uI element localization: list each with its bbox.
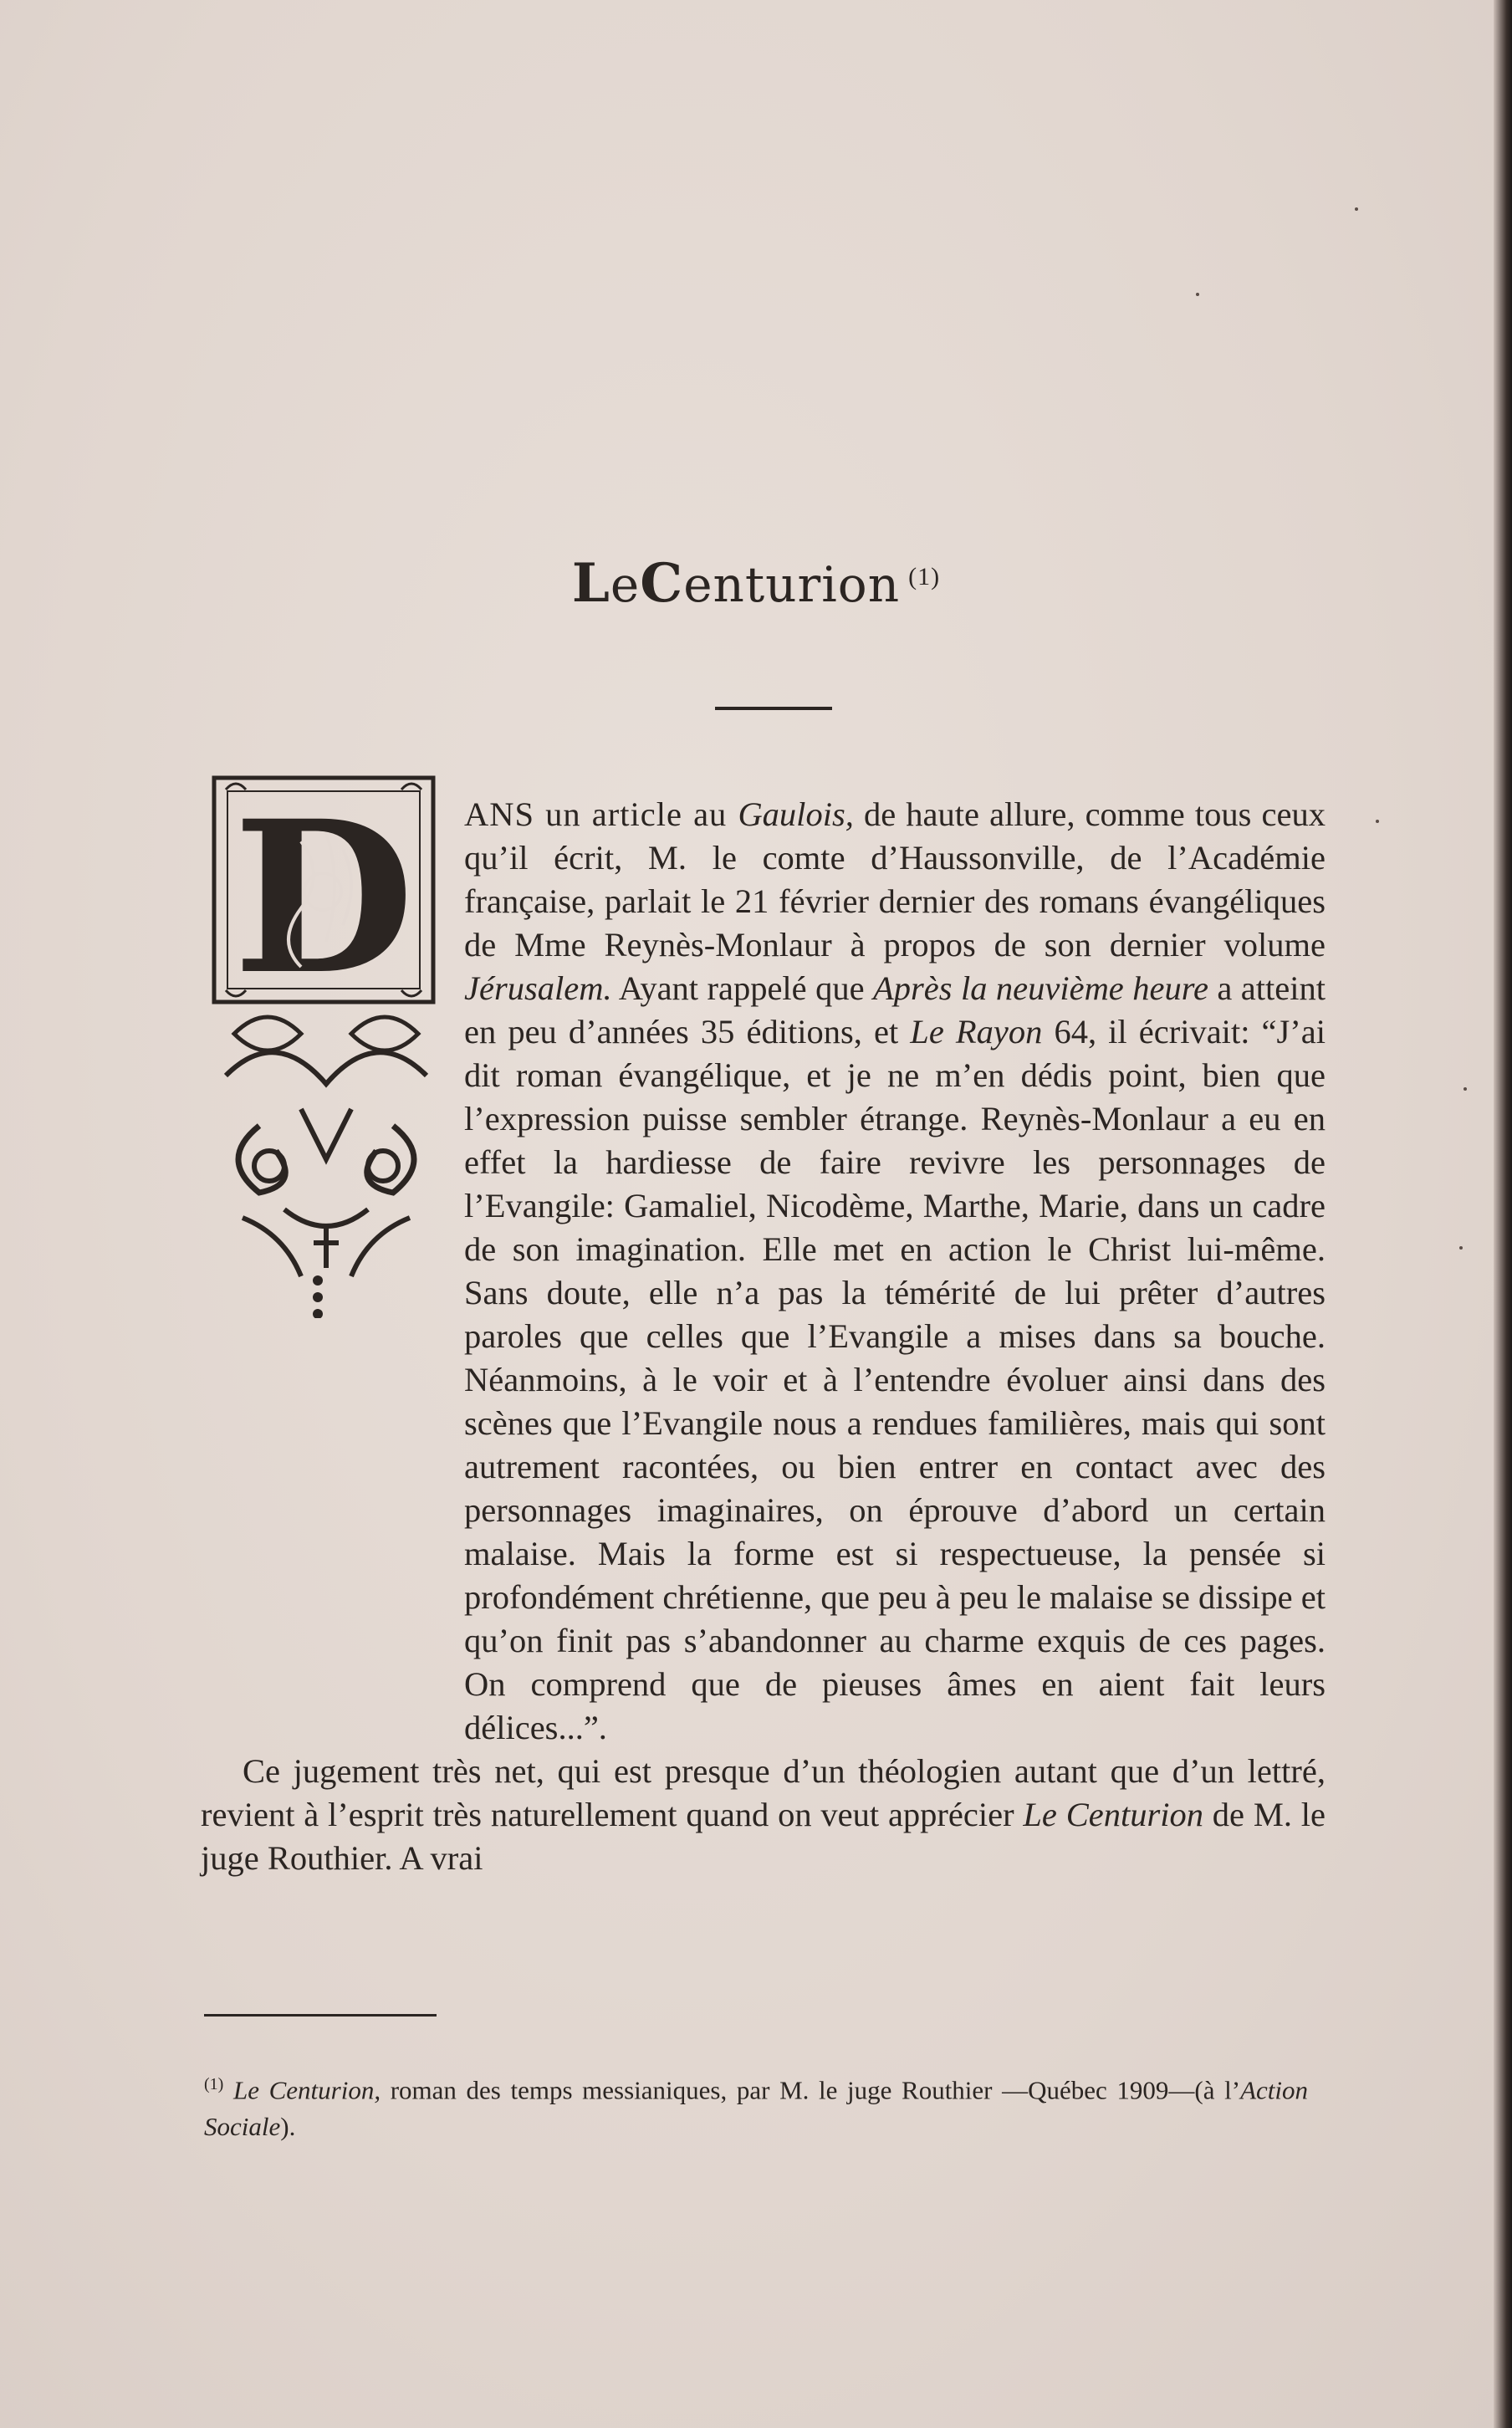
dropcap-letter: D <box>232 774 415 1020</box>
para1-lead: ANS un article au <box>464 795 738 833</box>
article-body <box>201 793 1326 1880</box>
paragraph-1 <box>201 793 1326 1750</box>
footnote-text-2: ). <box>280 2112 296 2142</box>
para1-text-3: a atteint en peu d’années 35 éditions, et <box>464 969 1326 1050</box>
paper-speck <box>1196 293 1199 296</box>
footnote-title: Le Centurion, <box>232 2075 381 2105</box>
paragraph-2 <box>201 1750 1326 1880</box>
footnote-mark: (1) <box>204 2075 224 2093</box>
para1-jerusalem: Jérusalem. <box>464 969 612 1007</box>
paper-speck <box>1355 207 1358 211</box>
para1-apres: Après la neuvième heure <box>873 969 1208 1007</box>
title-initial-c: C <box>640 552 684 615</box>
paper-speck <box>1463 1087 1467 1091</box>
para2-text-2: de M. le juge Routhier. A vrai <box>201 1796 1326 1877</box>
title-part-1: e <box>610 556 641 613</box>
para1-text-2: Ayant rappelé que <box>611 969 874 1007</box>
title-initial-l: L <box>571 552 610 615</box>
para2-centurion: Le Centurion <box>1023 1796 1203 1833</box>
footnote-publisher: Action Sociale <box>204 2075 1309 2142</box>
title-footnote-mark: (1) <box>908 562 941 590</box>
footnote-rule <box>204 2014 437 2017</box>
footnote-text-1: roman des temps messianiques, par M. le juge Routhier —Québec 1909—(à l’ <box>381 2075 1241 2105</box>
title-rule <box>715 707 832 710</box>
para1-gaulois: Gaulois, <box>738 795 854 833</box>
para1-text-4: 64, il écrivait: “J’ai dit roman évangélique, et je ne m’en dédis point, bien que l’expression puisse sembler étrange. Reynès-Monlaur a eu en effet la hardiesse de faire revivre les personnages de l’Evangile: Gamaliel, Nicodème, Marthe, Marie, dans un cadre de son imagination. Elle met en action le Christ lui-même. Sans doute, elle n’a pas la témérité de lui prêter d’autres paroles que celles que l’Evangile a mises dans sa bouche. Néanmoins, à le voir et à l’entendre évoluer ainsi dans des scènes que l’Evangile nous a rendues familières, mais qui sont autrement racontées, ou bien entrer en contact avec des personnages imaginaires, on éprouve d’abord un certain malaise. Mais la forme est si respectueuse, la pensée si profondément chrétienne, que peu à peu le malaise se dissipe et qu’on finit pas s’abandonner au charme exquis de ces pages. On comprend que de pieuses âmes en aient fait leurs délices...”. <box>464 1013 1326 1746</box>
paper-speck <box>1376 820 1379 823</box>
page-title <box>0 552 1512 615</box>
footnote <box>204 2066 1308 2145</box>
book-edge <box>1494 0 1512 2428</box>
para1-rayon: Le Rayon <box>910 1013 1043 1050</box>
para1-text-1: de haute allure, comme tous ceux qu’il écrit, M. le comte d’Haussonville, de l’Académie française, parlait le 21 février dernier des romans évangéliques de Mme Reynès-Monlaur à propos de son dernier volume <box>464 795 1326 964</box>
title-part-2: enturion <box>683 556 901 613</box>
paper-speck <box>1459 1246 1463 1250</box>
para2-text-1: Ce jugement très net, qui est presque d’un théologien autant que d’un lettré, revient à l’esprit très naturellement quand on veut apprécier <box>201 1752 1326 1833</box>
dropcap-indented-text <box>201 793 1326 1750</box>
